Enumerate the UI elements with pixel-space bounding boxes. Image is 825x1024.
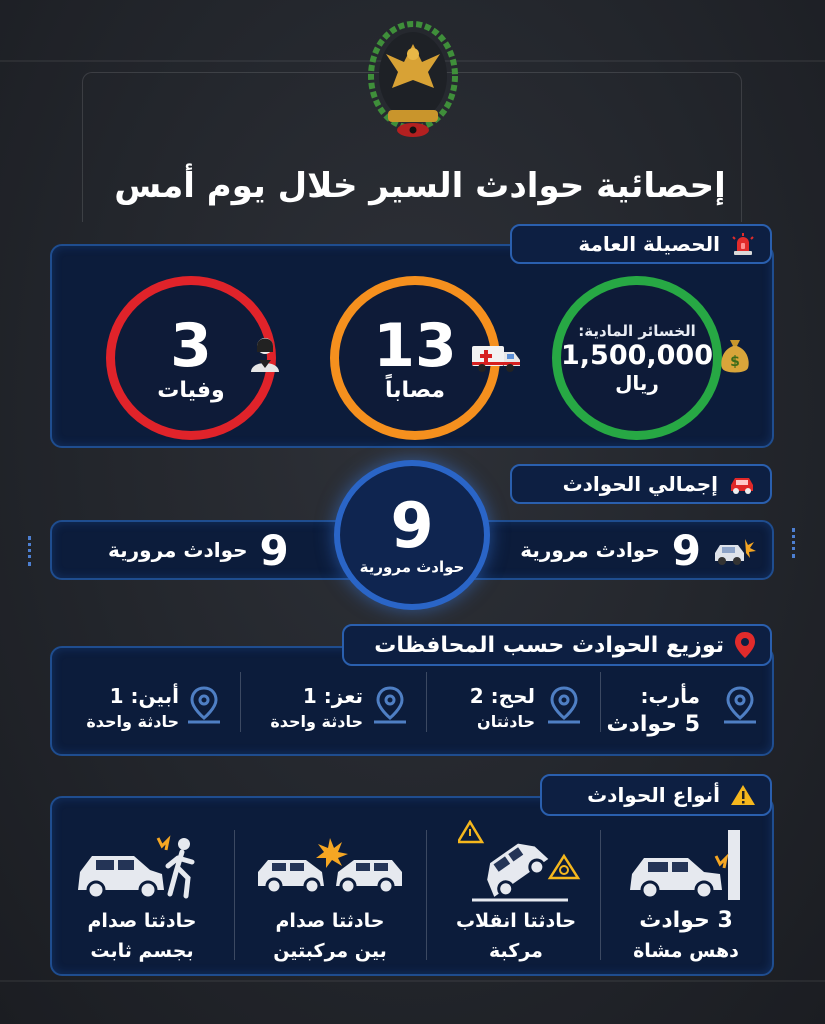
losses-unit: ريال <box>615 370 659 395</box>
governorate-count: 5 حوادث <box>606 712 700 737</box>
accident-type-line1: 3 حوادث <box>639 908 733 933</box>
right-dots <box>792 528 796 558</box>
governorate-marib <box>580 684 700 737</box>
accident-type-line1: حادثتا انقلاب <box>455 910 577 932</box>
governorate-name: لحج: 2 <box>469 684 535 708</box>
accident-type-line2: دهس مشاة <box>633 940 739 962</box>
car-crash-icon <box>713 533 757 567</box>
deaths-value: 3 <box>170 310 212 381</box>
accident-type-fixed-object <box>62 906 222 966</box>
accident-type-line1: حادثتا صدام <box>275 910 385 932</box>
general-summary-heading <box>510 224 772 264</box>
total-accidents-title: إجمالي الحوادث <box>562 472 718 496</box>
general-summary-title: الحصيلة العامة <box>578 232 720 256</box>
mourning-person-icon <box>247 334 283 374</box>
losses-label: الخسائر المادية: <box>578 321 696 340</box>
svg-text:$: $ <box>730 354 740 370</box>
total-center-ring <box>334 460 490 610</box>
accident-type-line2: بين مركبتين <box>273 940 387 962</box>
divider <box>234 830 235 960</box>
total-center-label: حوادث مرورية <box>359 558 465 576</box>
accident-type-two-vehicles <box>250 906 410 966</box>
page-title: إحصائية حوادث السير خلال يوم أمس <box>114 166 726 206</box>
two-car-collision-icon <box>256 836 404 900</box>
map-pin-icon <box>720 684 760 728</box>
ambulance-icon <box>470 340 522 374</box>
crashed-car-icon <box>728 473 756 495</box>
total-accidents-heading <box>510 464 772 504</box>
location-pin-icon <box>734 631 756 659</box>
accident-types-heading <box>540 774 772 816</box>
car-rollover-icon <box>458 820 584 904</box>
governorates-heading <box>342 624 772 666</box>
warning-icon <box>730 783 756 807</box>
governorate-name: تعز: 1 <box>302 684 363 708</box>
accident-type-pedestrian <box>606 906 766 966</box>
accident-type-rollover <box>436 906 596 966</box>
car-wall-collision-icon <box>624 826 750 902</box>
injured-value: 13 <box>373 310 457 381</box>
total-right-value: 9 <box>671 525 701 575</box>
total-left-label: حوادث مرورية <box>108 538 248 562</box>
governorate-taiz <box>233 684 363 731</box>
map-pin-icon <box>370 684 410 728</box>
map-pin-icon <box>184 684 224 728</box>
money-bag-icon <box>718 336 752 376</box>
governorate-count: حادثة واحدة <box>86 712 179 731</box>
governorate-count: حادثتان <box>477 712 535 731</box>
deaths-label: وفيات <box>157 377 225 403</box>
accident-type-line2: مركبة <box>489 940 543 962</box>
total-right-label: حوادث مرورية <box>520 538 660 562</box>
background-line <box>0 980 825 982</box>
governorate-name: أبين: 1 <box>109 684 179 708</box>
losses-ring <box>552 276 722 440</box>
left-dots <box>28 536 32 566</box>
siren-icon <box>730 231 756 257</box>
car-pedestrian-collision-icon <box>74 828 206 902</box>
total-left-value: 9 <box>259 525 289 575</box>
total-center-value: 9 <box>390 489 434 562</box>
accident-types-title: أنواع الحوادث <box>587 783 720 807</box>
losses-value: 1,500,000 <box>560 339 714 371</box>
governorate-lahij <box>415 684 535 731</box>
accident-type-line1: حادثتا صدام <box>87 910 197 932</box>
total-right-item <box>520 525 757 575</box>
eagle-wreath-emblem-icon <box>362 14 464 142</box>
total-left-item <box>108 525 289 575</box>
governorates-title: توزيع الحوادث حسب المحافظات <box>374 632 724 658</box>
divider <box>600 830 601 960</box>
governorate-abyan <box>49 684 179 731</box>
governorate-name: مأرب: <box>640 684 700 708</box>
map-pin-icon <box>544 684 584 728</box>
accident-type-line2: بجسم ثابت <box>90 940 194 962</box>
governorate-count: حادثة واحدة <box>270 712 363 731</box>
injured-label: مصاباً <box>384 377 446 403</box>
divider <box>426 830 427 960</box>
